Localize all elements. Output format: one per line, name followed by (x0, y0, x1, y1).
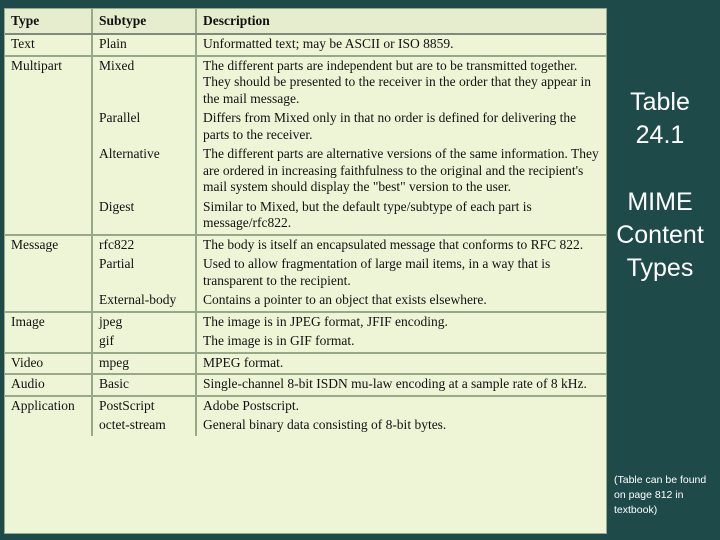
cell-subtype: Plain (92, 34, 196, 56)
table-header-row (5, 9, 606, 34)
table-row (5, 109, 606, 145)
cell-subtype: Basic (92, 374, 196, 396)
table-row (5, 56, 606, 110)
cell-subtype: Digest (92, 198, 196, 235)
cell-type: Image (5, 312, 92, 333)
table-row (5, 374, 606, 396)
cell-type (5, 416, 92, 436)
cell-description: Unformatted text; may be ASCII or ISO 8859. (196, 34, 606, 56)
cell-type (5, 332, 92, 353)
table-row (5, 332, 606, 353)
cell-description: Differs from Mixed only in that no order is defined for delivering the parts to the receiver. (196, 109, 606, 145)
cell-subtype: Parallel (92, 109, 196, 145)
mime-content-types-table (5, 9, 606, 436)
cell-description: MPEG format. (196, 353, 606, 375)
table-row (5, 34, 606, 56)
cell-description: The image is in JPEG format, JFIF encoding. (196, 312, 606, 333)
table-row (5, 353, 606, 375)
table-row (5, 198, 606, 235)
slide-title (606, 86, 714, 285)
cell-type (5, 109, 92, 145)
cell-subtype: gif (92, 332, 196, 353)
header-subtype: Subtype (92, 9, 196, 34)
title-spacer (606, 152, 714, 186)
cell-description: The body is itself an encapsulated message that conforms to RFC 822. (196, 235, 606, 256)
cell-type: Multipart (5, 56, 92, 110)
cell-description: Used to allow fragmentation of large mail items, in a way that is transparent to the recipient. (196, 255, 606, 291)
cell-type (5, 198, 92, 235)
table-row (5, 235, 606, 256)
table-row (5, 145, 606, 198)
table-row (5, 416, 606, 436)
cell-subtype: mpeg (92, 353, 196, 375)
header-description: Description (196, 9, 606, 34)
table-row (5, 312, 606, 333)
cell-subtype: octet-stream (92, 416, 196, 436)
header-type: Type (5, 9, 92, 34)
cell-description: Contains a pointer to an object that exists elsewhere. (196, 291, 606, 312)
textbook-note: (Table can be found on page 812 in textbook) (614, 474, 707, 516)
cell-description: Adobe Postscript. (196, 396, 606, 417)
cell-description: The different parts are alternative versions of the same information. They are ordered in increasing faithfulness to the original and the recipient's mail system should display the "best" version to the user. (196, 145, 606, 198)
cell-type: Application (5, 396, 92, 417)
cell-description: The image is in GIF format. (196, 332, 606, 353)
title-line: Content (616, 221, 704, 249)
cell-type: Video (5, 353, 92, 375)
cell-description: Single-channel 8-bit ISDN mu-law encoding at a sample rate of 8 kHz. (196, 374, 606, 396)
cell-subtype: External-body (92, 291, 196, 312)
cell-description: Similar to Mixed, but the default type/subtype of each part is message/rfc822. (196, 198, 606, 235)
cell-type (5, 145, 92, 198)
cell-subtype: Partial (92, 255, 196, 291)
table-row (5, 255, 606, 291)
cell-description: The different parts are independent but are to be transmitted together. They should be presented to the receiver in the order that they appear in the mail message. (196, 56, 606, 110)
table-row (5, 396, 606, 417)
table-body (5, 34, 606, 436)
cell-subtype: Mixed (92, 56, 196, 110)
cell-type: Audio (5, 374, 92, 396)
title-line: Types (626, 254, 694, 282)
cell-type (5, 255, 92, 291)
title-line: Table (630, 88, 690, 116)
table-row (5, 291, 606, 312)
title-line: 24.1 (635, 121, 685, 149)
mime-table-panel (4, 8, 607, 534)
cell-description: General binary data consisting of 8-bit bytes. (196, 416, 606, 436)
cell-subtype: PostScript (92, 396, 196, 417)
cell-type (5, 291, 92, 312)
cell-subtype: Alternative (92, 145, 196, 198)
cell-type: Text (5, 34, 92, 56)
title-line: MIME (627, 188, 693, 216)
cell-type: Message (5, 235, 92, 256)
cell-subtype: jpeg (92, 312, 196, 333)
cell-subtype: rfc822 (92, 235, 196, 256)
